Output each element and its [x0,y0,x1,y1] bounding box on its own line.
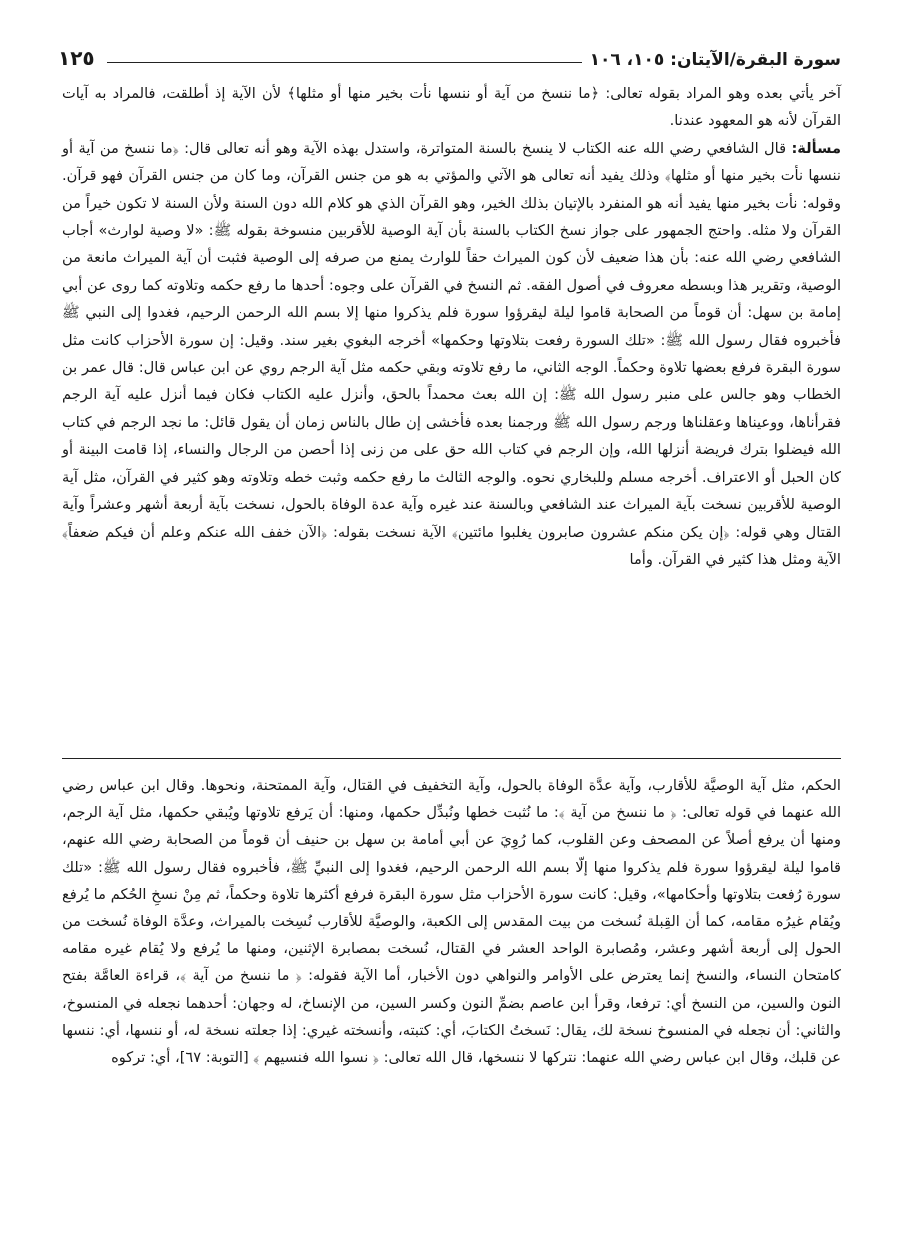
footnote-body [62,772,841,1071]
page-number: ١٢٥ [58,46,95,70]
page-header [58,38,841,70]
main-body [62,80,841,573]
footnote-divider [62,758,841,759]
masala-label: مسألة: [791,139,842,157]
footnote-paragraph: الحكم، مثل آية الوصيَّة للأقارب، وآية عدَّة الوفاة بالحول، وآية التخفيف في القتال، وآية الممتحنة، ونحوها. وقال ابن عباس رضي الله عنهما في قوله تعالى: ﴿ ما ننسخ من آية ﴾: ما نُثبت خطها ونُبدِّل حكمها، ومنها: أن يَرفع تلاوتها ويُبقي حكمها، مثل آية الرجم، ومنها أن يرفع أصلاً عن المصحف وعن القلوب، كما رُوِيَ عن أبي أمامة بن سهل بن حنيف أن قوماً من الصحابة رضي الله عنهم، قاموا ليلة ليقرؤوا سورة فلم يذكروا منها إلّا بسم الله الرحمن الرحيم، فغدوا إلى النبيِّ ﷺ، فأخبروه فقال رسول الله ﷺ: «تلك سورة رُفعت بتلاوتها وأحكامها»، وقيل: كانت سورة الأحزاب مثل سورة البقرة فرفع أكثرها تلاوة وحكماً، ثم مِنْ نسخِ الحُكم ما يُرفع ويُقام غيرُه مقامه، كما أن القِبلة نُسخت من بيت المقدس إلى الكعبة، والوصيَّة للأقارب نُسِخت بالميراث، وعدَّة الوفاة نُسخت من الحول إلى أربعة أشهر وعشر، ومُصابرة الواحد العشر في القتال، نُسخت بمصابرة الإثنين، ومنها ما يُرفع ولا يُقام غيره مقامه كامتحان النساء، والنسخ إنما يعترض على الأوامر والنواهي دون الأخبار، أما الآية فقوله: ﴿ ما ننسخ من آية ﴾، قراءة العامَّة بفتح النون والسين، من النسخ أي: ترفعا، وقرأ ابن عاصم بضمِّ النون وكسر السين، من الإنساخ، له وجهان: أحدهما نجعله في المنسوخ، والثاني: أن نجعله في المنسوخ نسخة لك، يقال: نَسختُ الكتابَ، أي: كتبته، وأنسخته غيري: إذا جعلته نسخة له، أو ننسها، أي: ننسها عن قلبك، وقال ابن عباس رضي الله عنهما: نتركها لا ننسخها، قال الله تعالى: ﴿ نسوا الله فنسيهم ﴾ [التوبة: ٦٧]، أي: تركوه [62,777,841,1067]
main-paragraph-1: آخر يأتي بعده وهو المراد بقوله تعالى: ﴿ما ننسخ من آية أو ننسها نأت بخير منها أو مثلها﴾ لأن الآية إذ أطلقت، فالمراد به آيات القرآن لأنه هو المعهود عندنا. [62,85,841,130]
masala-text: قال الشافعي رضي الله عنه الكتاب لا ينسخ بالسنة المتواترة، واستدل بهذه الآية وهو أنه تعالى قال: ﴿ما ننسخ من آية أو ننسها نأت بخير منها أو مثلها﴾ وذلك يفيد أنه تعالى هو الآتي والمؤتي به هو من جنس القرآن، وما كان من جنس القرآن فهو قرآن. وقوله: نأت بخير منها يفيد أنه هو المنفرد بالإتيان بذلك الخير، وهو القرآن الذي هو كلام الله دون السنة ولأن السنة لا تكون خيراً من القرآن ولا مثله. واحتج الجمهور على جواز نسخ الكتاب بالسنة بأن آية الوصية للأقربين منسوخة بقوله ﷺ: «لا وصية لوارث» أجاب الشافعي رضي الله عنه: بأن هذا ضعيف لأن كون الميراث حقاً للوارث يمنع من صرفه إلى الوصية فثبت أن آية الميراث مانعة من الوصية، وتقرير هذا وبسطه معروف في أصول الفقه. ثم النسخ في القرآن على وجوه: أحدها ما رفع حكمه وتلاوته كما روى عن أبي إمامة بن سهل: أن قوماً من الصحابة قاموا ليلة ليقرؤوا سورة فلم يذكروا منها إلا بسم الله الرحمن الرحيم، فغدوا إلى النبي ﷺ فأخبروه فقال رسول الله ﷺ: «تلك السورة رفعت بتلاوتها وحكمها» أخرجه البغوي بغير سند. وقيل: إن سورة الأحزاب كانت مثل سورة البقرة فرفع بعضها تلاوة وحكماً. الوجه الثاني، ما رفع تلاوته وبقي حكمه مثل آية الرجم روي عن ابن عباس قال: قال عمر بن الخطاب وهو جالس على منبر رسول الله ﷺ: إن الله بعث محمداً بالحق، وأنزل عليه الكتاب فكان فيما أنزل عليه آية الرجم فقرأناها، ووعيناها وعقلناها ورجم رسول الله ﷺ ورجمنا بعده فأخشى إن طال بالناس زمان أن يقول قائل: ما نجد الرجم في كتاب الله فيضلوا بترك فريضة أنزلها الله، وإن الرجم في كتاب الله حق على من زنى إذا أحصن من الرجال والنساء، إذا قامت البينة أو كان الحبل أو الاعتراف. أخرجه مسلم وللبخاري نحوه. والوجه الثالث ما رفع حكمه وثبت خطه وتلاوته وهو كثير في القرآن، مثل آية الوصية للأقربين نسخت بآية الميراث عند الشافعي وبالسنة عند غيره وآية عدة الوفاة بالحول، نسخت بآية أربعة أشهر وعشراً وآية القتال وهي قوله: ﴿إن يكن منكم عشرون صابرون يغلبوا مائتين﴾ الآية نسخت بقوله: ﴿الآن خفف الله عنكم وعلم أن فيكم ضعفاً﴾ الآية ومثل هذا كثير في القرآن. وأما [62,139,841,568]
running-title: سورة البقرة/الآيتان: ١٠٥، ١٠٦ [589,50,841,70]
header-rule [107,62,582,63]
main-paragraph-2 [62,135,841,574]
